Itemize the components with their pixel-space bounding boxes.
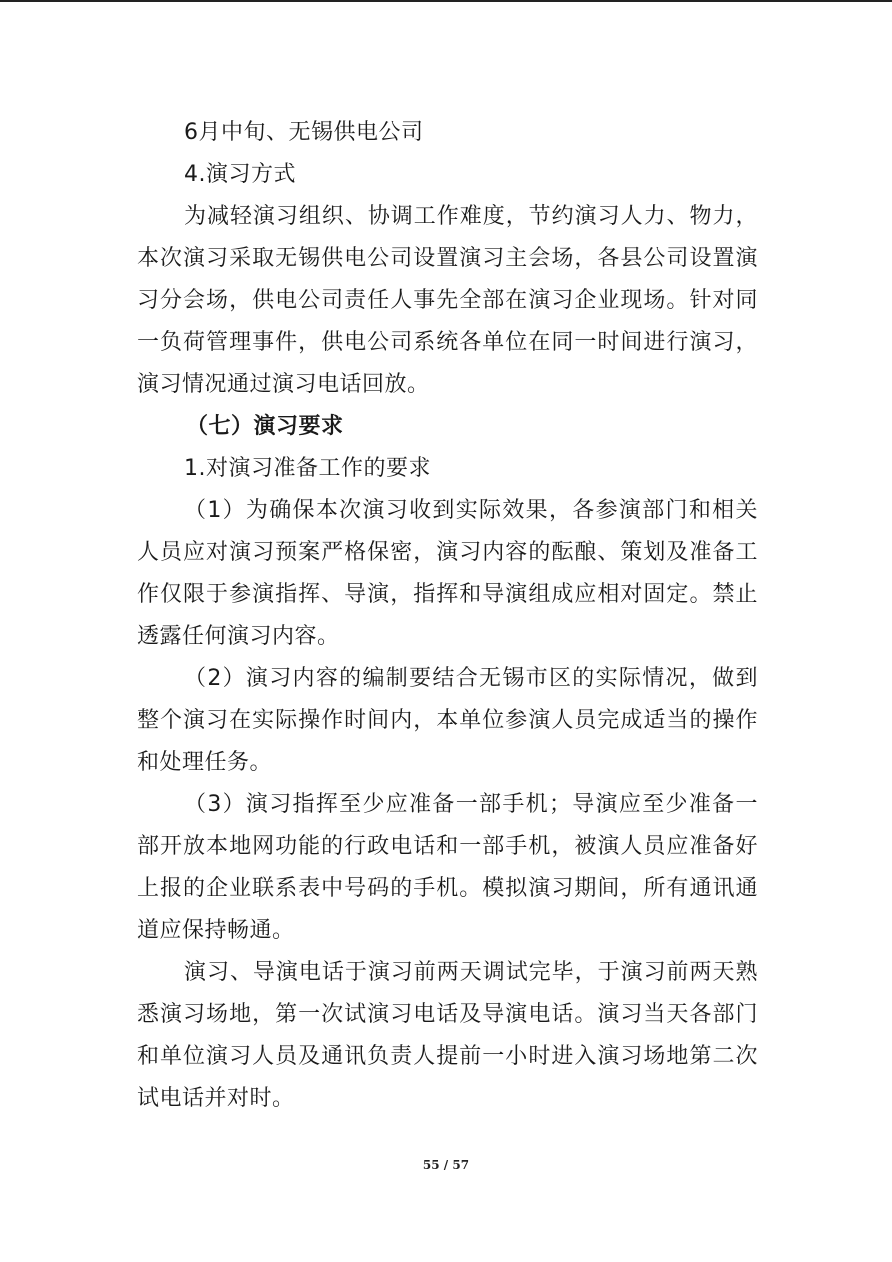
paragraph-drill-method-title: 4.演习方式 <box>184 162 296 187</box>
document-body <box>137 112 758 1120</box>
paragraph-drill-method-body: 为减轻演习组织、协调工作难度，节约演习人力、物力，本次演习采取无锡供电公司设置演习主会场，各县公司设置演习分会场，供电公司责任人事先全部在演习企业现场。针对同一负荷管理事件，供电公司系统各单位在同一时间进行演习，演习情况通过演习电话回放。 <box>137 204 758 397</box>
paragraph-requirement-2: （2）演习内容的编制要结合无锡市区的实际情况，做到整个演习在实际操作时间内，本单位参演人员完成适当的操作和处理任务。 <box>137 666 758 775</box>
paragraph-preparation-title: 1.对演习准备工作的要求 <box>184 456 431 481</box>
page-number: 55 / 57 <box>422 1158 470 1172</box>
paragraph-date-location: 6月中旬、无锡供电公司 <box>184 120 424 145</box>
section-heading-drill-requirements: （七）演习要求 <box>186 414 344 439</box>
top-border-rule <box>0 0 892 2</box>
paragraph-requirement-1: （1）为确保本次演习收到实际效果，各参演部门和相关人员应对演习预案严格保密，演习内容的酝酿、策划及准备工作仅限于参演指挥、导演，指挥和导演组成应相对固定。禁止透露任何演习内容。 <box>137 498 758 649</box>
paragraph-phone-testing: 演习、导演电话于演习前两天调试完毕，于演习前两天熟悉演习场地，第一次试演习电话及导演电话。演习当天各部门和单位演习人员及通讯负责人提前一小时进入演习场地第二次试电话并对时。 <box>137 960 758 1111</box>
paragraph-requirement-3: （3）演习指挥至少应准备一部手机；导演应至少准备一部开放本地网功能的行政电话和一部手机，被演人员应准备好上报的企业联系表中号码的手机。模拟演习期间，所有通讯通道应保持畅通。 <box>137 792 758 943</box>
